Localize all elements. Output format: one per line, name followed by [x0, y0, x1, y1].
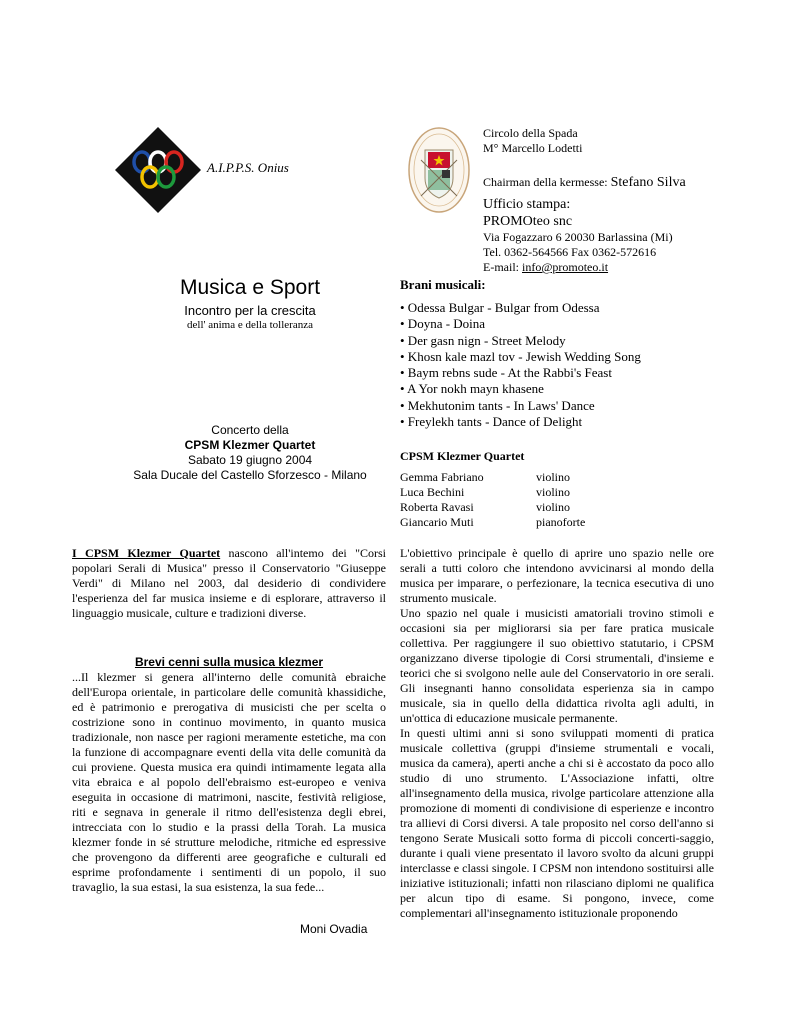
- press-office-email-line: [483, 260, 673, 275]
- member-instrument: violino: [536, 500, 571, 514]
- table-row: [400, 500, 585, 515]
- circolo-crest-logo: [407, 126, 471, 214]
- press-office-address: Via Fogazzaro 6 20030 Barlassina (Mi): [483, 230, 673, 244]
- event-title-block: [130, 276, 370, 332]
- circolo-name: Circolo della Spada: [483, 126, 578, 140]
- press-office-phone: Tel. 0362-564566 Fax 0362-572616: [483, 245, 657, 259]
- circolo-info: [483, 126, 582, 156]
- member-name: Giancario Muti: [400, 515, 474, 529]
- list-item: • Doyna - Doina: [400, 316, 486, 332]
- intro-lead: I CPSM Klezmer Quartet: [72, 546, 221, 560]
- table-row: [400, 470, 585, 485]
- association-description: [400, 546, 714, 921]
- email-link[interactable]: info@promoteo.it: [522, 260, 609, 274]
- list-item: • Mekhutonim tants - In Laws' Dance: [400, 397, 595, 413]
- table-row: [400, 515, 585, 530]
- list-item: • Der gasn nign - Street Melody: [400, 332, 566, 348]
- brani-list: [400, 300, 641, 430]
- email-label: E-mail:: [483, 260, 519, 274]
- quartet-heading: CPSM Klezmer Quartet: [400, 449, 525, 463]
- brani-heading: Brani musicali:: [400, 277, 486, 292]
- chairman-label: Chairman della kermesse:: [483, 175, 608, 189]
- concert-intro: Concerto della: [211, 423, 289, 437]
- press-office-info: [483, 196, 673, 275]
- event-subtitle: Incontro per la crescita: [184, 303, 316, 318]
- concert-date: Sabato 19 giugno 2004: [187, 453, 313, 467]
- member-name: Gemma Fabriano: [400, 470, 484, 484]
- members-table: [400, 470, 585, 530]
- aipps-name: A.I.P.P.S. Onius: [207, 160, 289, 175]
- member-instrument: violino: [536, 470, 571, 484]
- paragraph: L'obiettivo principale è quello di aprire uno spazio nelle ore serali a tutti coloro che intendono avvicinarsi al mondo della musica per imparare, o perfezionare, la tecnica esecutiva di uno strumento musicale.: [400, 546, 714, 605]
- klezmer-section-heading: Brevi cenni sulla musica klezmer: [134, 655, 324, 669]
- intro-text: nascono all'intemo dei "Corsi popolari Serali di Musica" presso il Conservatorio "Giuseppe Verdi" di Milano nel 2003, dal desiderio di condividere l'esperienza del far musica insieme e di esplorare, attraverso il linguaggio musicale, culture e tradizioni diverse.: [72, 546, 386, 620]
- circolo-master: M° Marcello Lodetti: [483, 141, 583, 155]
- chairman-name: Stefano Silva: [610, 175, 686, 190]
- quote-author: Moni Ovadia: [300, 922, 368, 936]
- press-office-label: Ufficio stampa:: [483, 197, 571, 212]
- member-instrument: violino: [536, 485, 571, 499]
- event-subtitle-2: dell' anima e della tolleranza: [187, 319, 313, 331]
- list-item: • Baym rebns sude - At the Rabbi's Feast: [400, 365, 612, 381]
- chairman-line: [483, 175, 686, 191]
- aipps-logo: [115, 127, 201, 213]
- member-name: Roberta Ravasi: [400, 500, 474, 514]
- press-office-company: PROMOteo snc: [483, 214, 573, 229]
- klezmer-section-text: ...Il klezmer si genera all'interno delle comunità ebraiche dell'Europa orientale, in particolare delle comunità khassidiche, ed è patrimonio e prerogativa di musicisti che per scelta o costrizione sono in continuo movimento, in quanto musica tradizionale, non nasce per ragioni meramente estetiche, ma con la funzione di accompagnare eventi della vita delle comunità da cui proviene. Questa musica era quindi intimamente legata alla vita ebraica e al popolo dell'ebraismo est-europeo e veniva eseguita in occasione di matrimoni, nascite, festività religiose, riti e segnava in generale il ritmo dell'esistenza degli ebrei, intrecciata con lo studio e la prassi della Torah. La musica klezmer fonde in sé strutture melodiche, ritmiche ed espressive che provengono da differenti aree geografiche e culturali ed esprime profondamente i sentimenti di un popolo, il suo travaglio, la sua estasi, la sua esistenza, la sua fede...: [72, 670, 386, 894]
- list-item: • Odessa Bulgar - Bulgar from Odessa: [400, 300, 600, 315]
- member-instrument: pianoforte: [536, 515, 586, 529]
- concert-info: [100, 423, 400, 483]
- paragraph: In questi ultimi anni si sono sviluppati momenti di pratica musicale collettiva (gruppi d'insieme strumentali e vocali, musica da camera), aperti anche a chi si è accostato da poco allo studio di uno strumento. L'Associazione infatti, oltre all'insegnamento della musica, rivolge particolare attenzione alla promozione di momenti di condivisione di esperienze e incontro tra allievi di Corsi diversi. A tale proposito nel corso dell'anno si tengono Serate Musicali sotto forma di piccoli concerti-saggio, durante i quali viene presentato il lavoro svolto da alcuni gruppi interclasse e classi singole. I CPSM non intendono sostituirsi alle iniziative istituzionali; infatti non rilasciano diplomi ne qualifica per alcun tipo di esame. Si pongono, invece, come complementari all'insegnamento istituzionale proponendo: [400, 726, 714, 920]
- intro-paragraph: [72, 546, 386, 621]
- list-item: • A Yor nokh mayn khasene: [400, 381, 544, 397]
- concert-band: CPSM Klezmer Quartet: [184, 438, 316, 452]
- table-row: [400, 485, 585, 500]
- concert-venue: Sala Ducale del Castello Sforzesco - Milano: [133, 468, 367, 482]
- list-item: • Khosn kale mazl tov - Jewish Wedding Song: [400, 348, 641, 364]
- paragraph: Uno spazio nel quale i musicisti amatoriali trovino stimoli e occasioni sia per migliorarsi sia per fare pratica musicale collettiva. Per raggiungere il suo obiettivo statutario, i CPSM organizzano diverse tipologie di Corsi strumentali, d'insieme e teorici che si svolgono nelle aule del Conservatorio in ore serali. Gli insegnanti hanno consolidata esperienza sia in campo musicale, sia in quello della didattica rivolta agli adulti, in un'ottica di educazione musicale permanente.: [400, 606, 714, 725]
- member-name: Luca Bechini: [400, 485, 465, 499]
- list-item: • Freylekh tants - Dance of Delight: [400, 414, 583, 430]
- event-title: Musica e Sport: [179, 276, 321, 299]
